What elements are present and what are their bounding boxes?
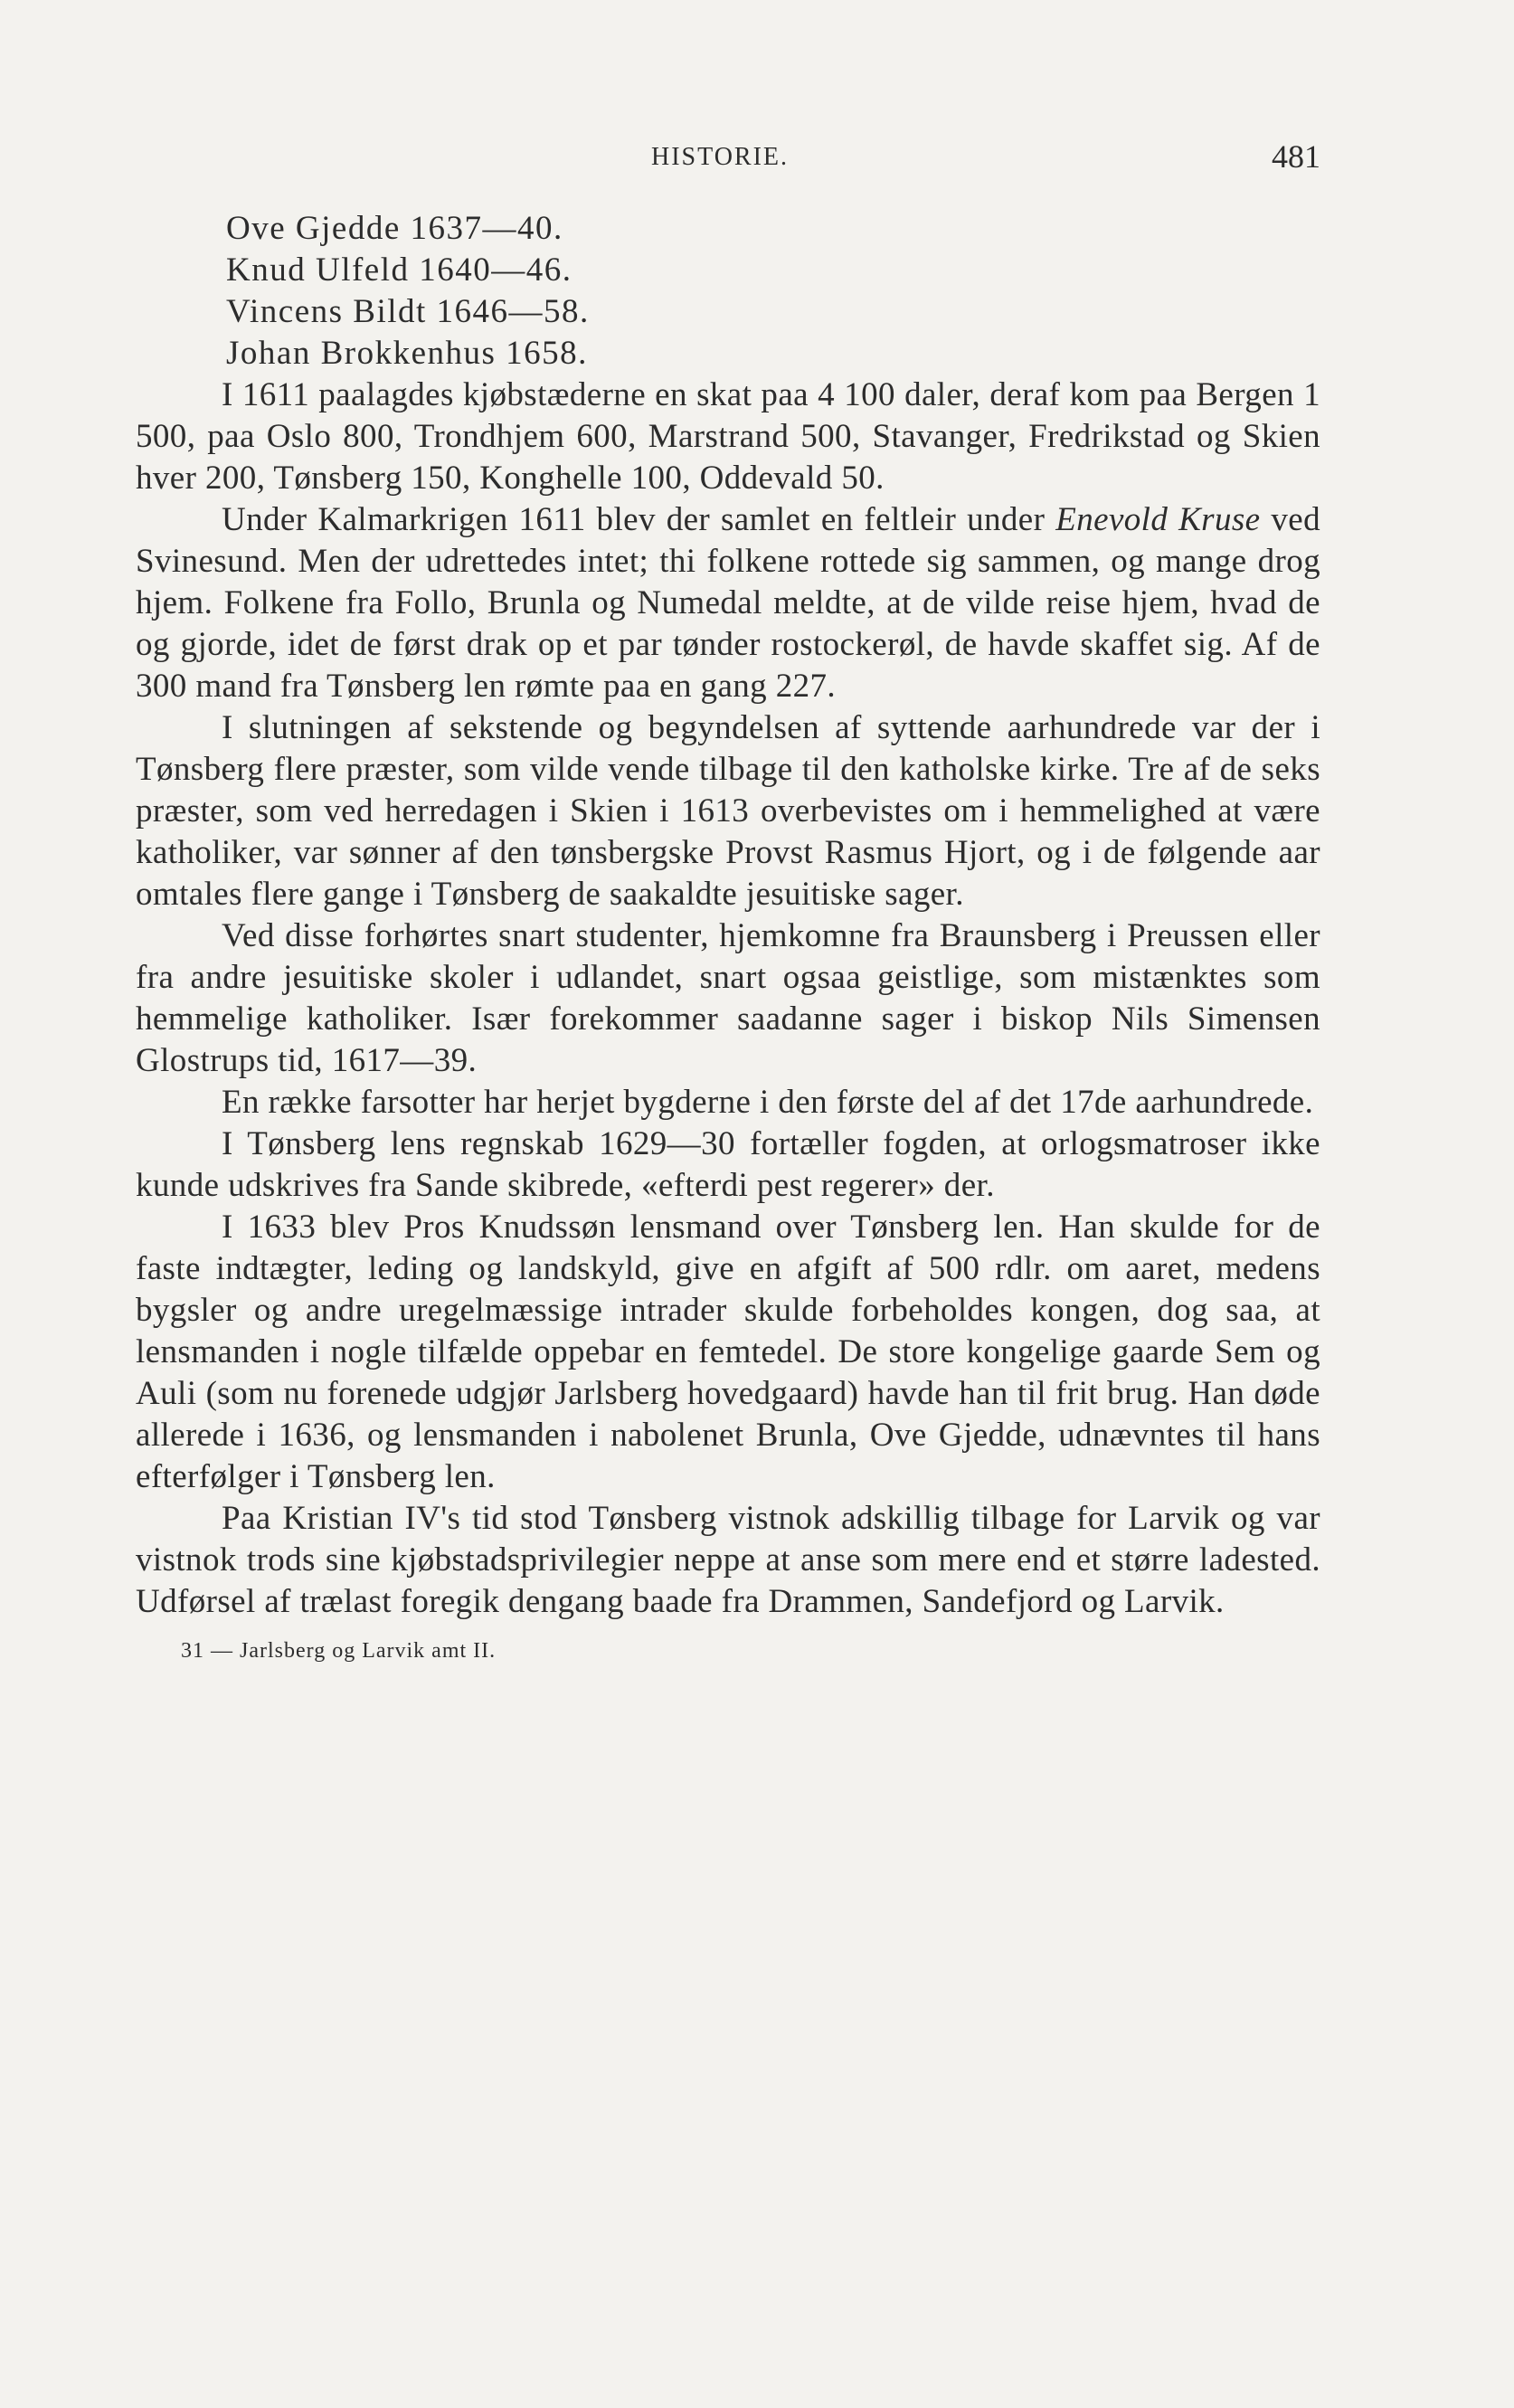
paragraph-kalmar-war	[136, 499, 1320, 707]
governor-list	[226, 208, 1320, 374]
paragraph-priests: I slutningen af sekstende og begyndelsen af syttende aarhundrede var der i Tønsberg flere præster, som vilde vende tilbage til den katholske kirke. Tre af de seks præster, som ved herredagen i Skien i 1613 overbevistes om i hemmelighed at være katholiker, var sønner af den tønsbergske Provst Rasmus Hjort, og i de følgende aar omtales flere gange i Tønsberg de saakaldte jesuitiske sager.	[136, 709, 1320, 913]
running-head: HISTORIE.	[651, 143, 790, 171]
governor-line: Vincens Bildt 1646—58.	[226, 293, 590, 330]
governor-line: Knud Ulfeld 1640—46.	[226, 251, 572, 289]
paragraph-kristian-iv: Paa Kristian IV's tid stod Tønsberg vistnok adskillig tilbage for Larvik og var vistnok trods sine kjøbstadsprivilegier neppe at anse som mere end et større ladested. Udførsel af trælast foregik dengang baade fra Drammen, Sandefjord og Larvik.	[136, 1500, 1320, 1620]
governor-line: Ove Gjedde 1637—40.	[226, 210, 563, 247]
page-number: 481	[1272, 138, 1320, 175]
paragraph-kalmar-rest: ved Svinesund. Men der udrettedes intet; thi folkene rottede sig sammen, og mange drog hjem. Folkene fra Follo, Brunla og Numedal meldte, at de vilde reise hjem, hvad de og gjorde, idet de først drak op et par tønder rostockerøl, de havde skaffet sig. Af de 300 mand fra Tønsberg len rømte paa en gang 227.	[136, 501, 1321, 705]
person-name-italic: Enevold Kruse	[1055, 501, 1261, 538]
paragraph-kalmar-intro: Under Kalmarkrigen 1611 blev der samlet en feltleir under	[222, 501, 1046, 538]
footer-signature: 31 — Jarlsberg og Larvik amt II.	[181, 1639, 497, 1663]
paragraph-lensmand: I 1633 blev Pros Knudssøn lensmand over Tønsberg len. Han skulde for de faste indtægter, leding og landskyld, give en afgift af 500 rdlr. om aaret, medens bygsler og andre uregelmæssige intrader skulde forbeholdes kongen, dog saa, at lensmanden i nogle tilfælde oppebar en femtedel. De store kongelige gaarde Sem og Auli (som nu forenede udgjør Jarlsberg hovedgaard) havde han til frit brug. Han døde allerede i 1636, og lensmanden i nabolenet Brunla, Ove Gjedde, udnævntes til hans efterfølger i Tønsberg len.	[136, 1209, 1320, 1495]
paragraph-hearings: Ved disse forhørtes snart studenter, hjemkomne fra Braunsberg i Preussen eller fra andre jesuitiske skoler i udlandet, snart ogsaa geistlige, som mistænktes som hemmelige katholiker. Især forekommer saadanne sager i biskop Nils Simensen Glostrups tid, 1617—39.	[136, 917, 1320, 1079]
governor-line: Johan Brokkenhus 1658.	[226, 335, 588, 372]
paragraph-tax-1611: I 1611 paalagdes kjøbstæderne en skat paa 4 100 daler, deraf kom paa Bergen 1 500, paa Oslo 800, Trondhjem 600, Marstrand 500, Stavanger, Fredrikstad og Skien hver 200, Tønsberg 150, Konghelle 100, Oddevald 50.	[136, 376, 1320, 497]
paragraph-epidemics: En række farsotter har herjet bygderne i den første del af det 17de aarhundrede.	[222, 1084, 1314, 1121]
page-header	[136, 136, 1320, 190]
book-page	[136, 136, 1320, 1664]
paragraph-accounts: I Tønsberg lens regnskab 1629—30 fortæller fogden, at orlogsmatroser ikke kunde udskrives fra Sande skibrede, «efterdi pest regerer» der.	[136, 1125, 1320, 1204]
